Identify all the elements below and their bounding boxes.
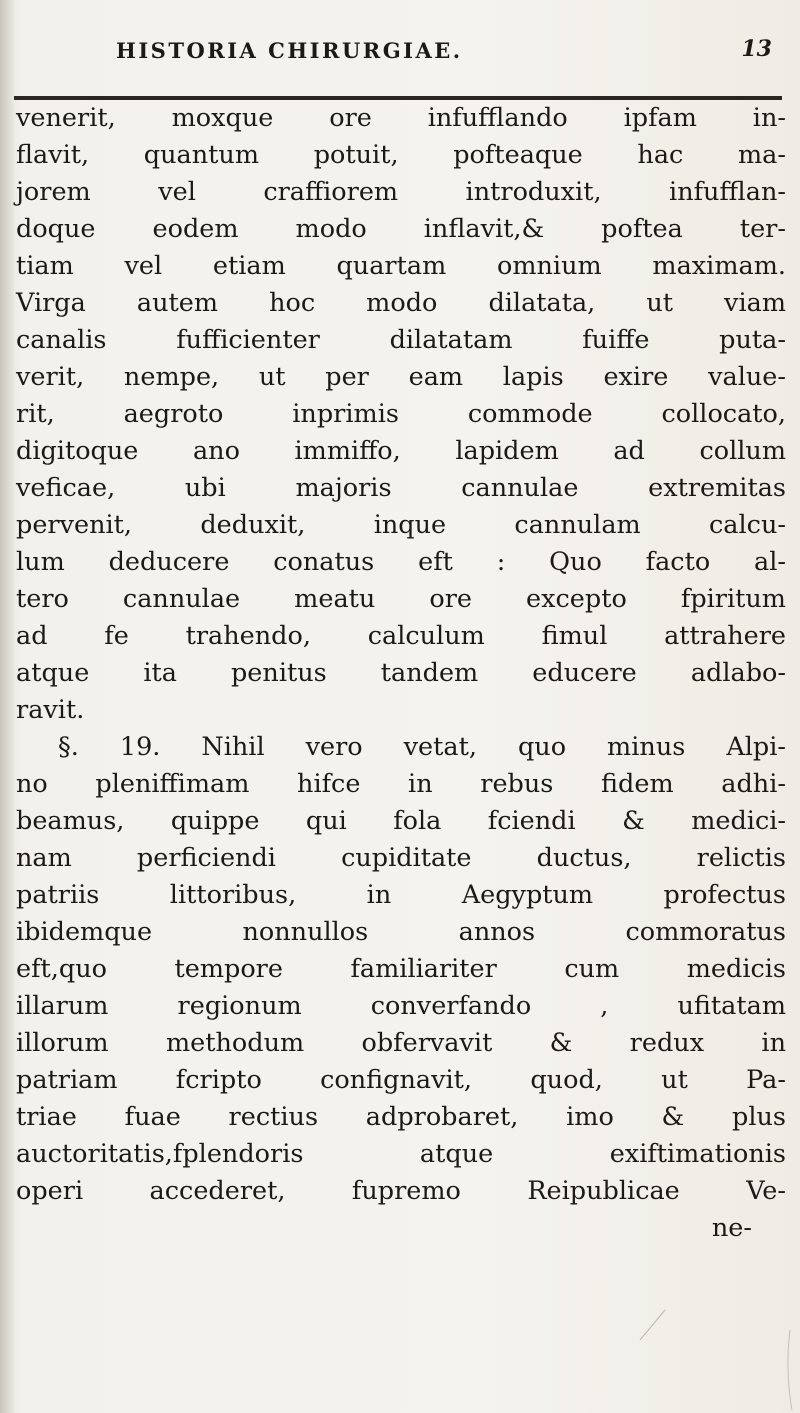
text-line: jorem vel craffiorem introduxit, infufflan-: [16, 177, 786, 207]
text-line: tiam vel etiam quartam omnium maximam.: [16, 251, 786, 281]
text-line: venerit, moxque ore infufflando ipfam in-: [16, 103, 786, 133]
text-line: veficae, ubi majoris cannulae extremitas: [16, 473, 786, 503]
text-line: canalis fufficienter dilatatam fuiffe puta-: [16, 325, 786, 355]
text-line: patriis littoribus, in Aegyptum profectus: [16, 880, 786, 910]
text-line: atque ita penitus tandem educere adlabo-: [16, 658, 786, 688]
running-title: HISTORIA CHIRURGIAE.: [116, 38, 463, 63]
page-number: 13: [741, 36, 772, 62]
text-line: tero cannulae meatu ore excepto fpiritum: [16, 584, 786, 614]
text-line: nam perficiendi cupiditate ductus, relictis: [16, 843, 786, 873]
text-line: patriam fcripto confignavit, quod, ut Pa-: [16, 1065, 786, 1095]
text-line: doque eodem modo inflavit,& poftea ter-: [16, 214, 786, 244]
text-line: operi accederet, fupremo Reipublicae Ve-: [16, 1176, 786, 1206]
text-line: Virga autem hoc modo dilatata, ut viam: [16, 288, 786, 318]
text-line: illarum regionum converfando , ufitatam: [16, 991, 786, 1021]
text-line: verit, nempe, ut per eam lapis exire value-: [16, 362, 786, 392]
text-line: ad fe trahendo, calculum fimul attrahere: [16, 621, 786, 651]
text-line: triae fuae rectius adprobaret, imo & plus: [16, 1102, 786, 1132]
faint-pencil-mark: [640, 1310, 665, 1340]
text-line: eft,quo tempore familiariter cum medicis: [16, 954, 786, 984]
paragraph-1: [16, 100, 786, 729]
text-line: digitoque ano immiffo, lapidem ad collum: [16, 436, 786, 466]
page-gutter: [0, 0, 14, 1413]
text-line: lum deducere conatus eft : Quo facto al-: [16, 547, 786, 577]
paragraph-2: [16, 729, 786, 1210]
text-line: §. 19. Nihil vero vetat, quo minus Alpi-: [58, 732, 786, 762]
text-line: ravit.: [16, 695, 85, 725]
text-line: no pleniffimam hifce in rebus fidem adhi-: [16, 769, 786, 799]
text-line: rit, aegroto inprimis commode collocato,: [16, 399, 786, 429]
faint-pencil-mark: [788, 1330, 792, 1410]
page-header: [112, 38, 780, 78]
text-line: beamus, quippe qui fola fciendi & medici-: [16, 806, 786, 836]
text-line: auctoritatis,fplendoris atque exiftimationis: [16, 1139, 786, 1169]
catchword: ne-: [711, 1213, 752, 1243]
body-text: [16, 100, 786, 1247]
text-line: illorum methodum obfervavit & redux in: [16, 1028, 786, 1058]
text-line: ibidemque nonnullos annos commoratus: [16, 917, 786, 947]
text-line: flavit, quantum potuit, pofteaque hac ma-: [16, 140, 786, 170]
text-line: pervenit, deduxit, inque cannulam calcu-: [16, 510, 786, 540]
